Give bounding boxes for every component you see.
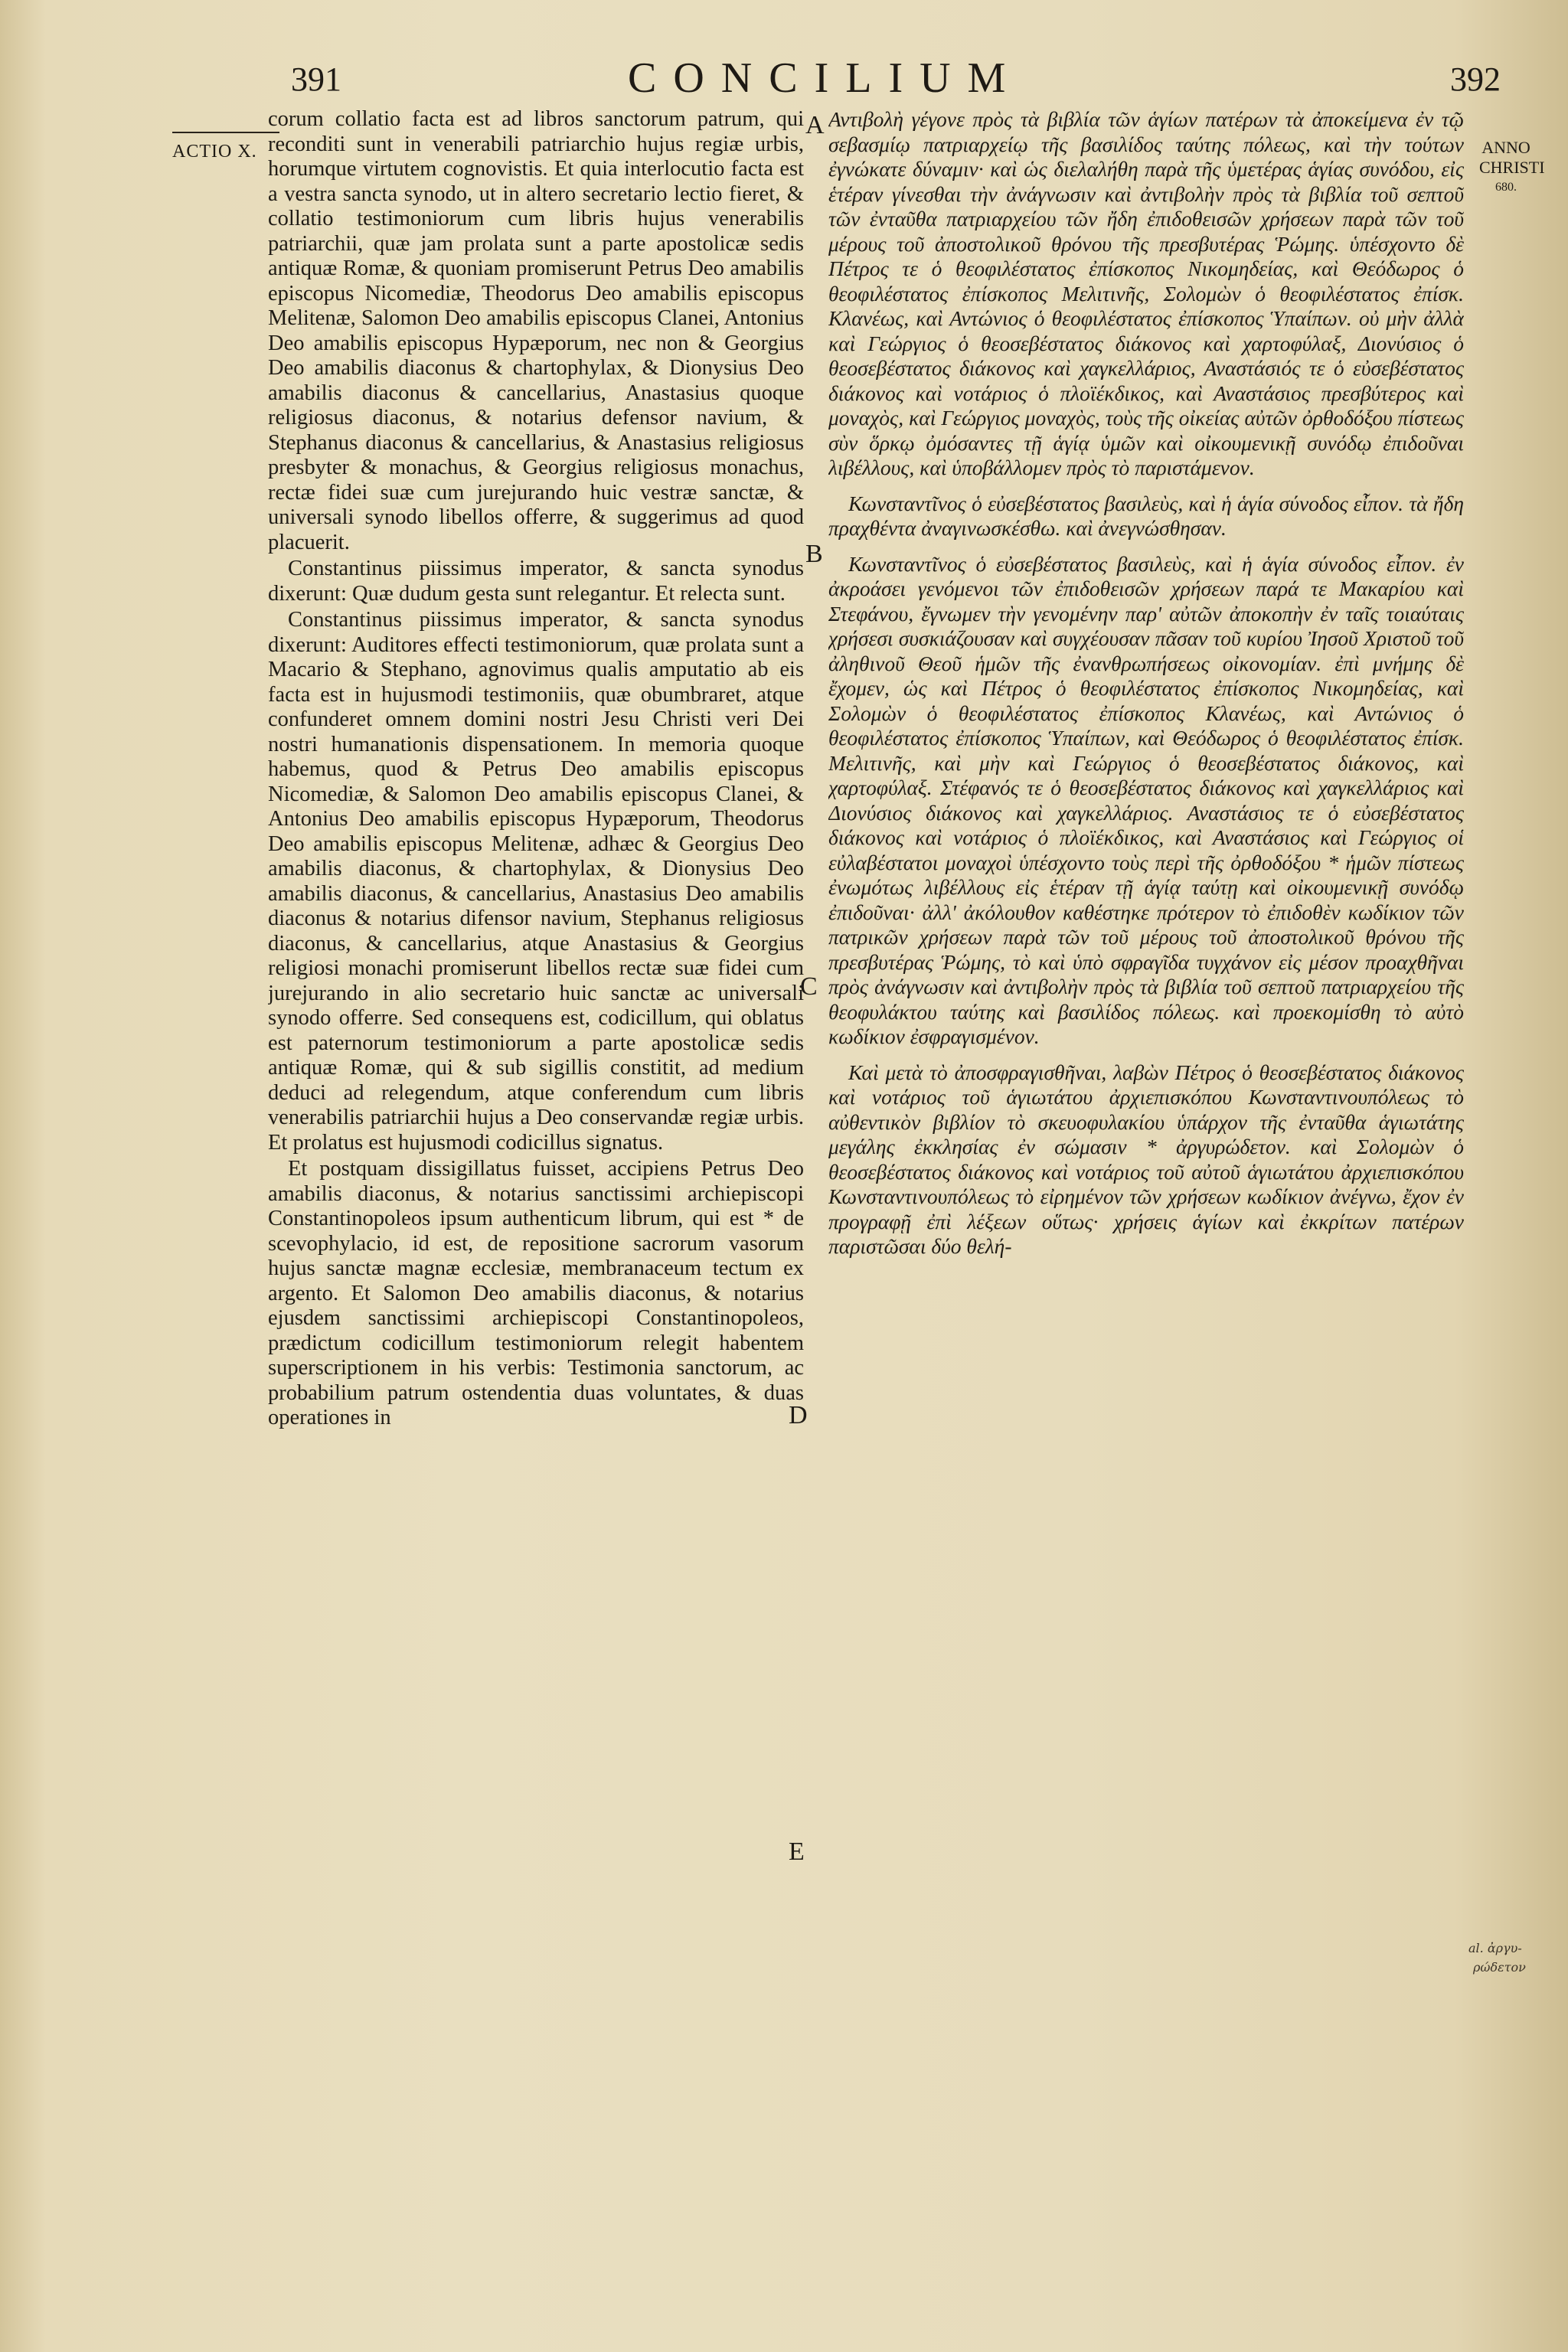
margin-rule xyxy=(172,132,279,133)
latin-paragraph: Constantinus piissimus imperator, & sancta synodus dixerunt: Auditores effecti testimoniorum, quæ prolata sunt a Macario & Stephano, agnovimus qualis amputatio ab eis facta est in hujusmodi testimoniis, quæ obumbraret, atque confunderet omnem domini nostri Jesu Christi veri Dei nostri humanationis dispensationem. In memoria quoque habemus, quod & Petrus Deo amabilis episcopus Nicomediæ, & Salomon Deo amabilis episcopus Clanei, & Antonius Deo amabilis episcopus Hypæporum, Theodorus Deo amabilis episcopus Melitenæ, adhæc & Georgius Deo amabilis diaconus, & chartophylax, & Dionysius Deo amabilis diaconus, & cancellarius, Anastasius Deo amabilis diaconus & notarius difensor navium, Stephanus religiosus diaconus, & cancellarius, atque Anastasius & Georgius religiosi monachi promiserunt libellos rectæ suæ fidei cum jurejurando in alio secretario huic sanctæ ac universali synodo offerre. Sed consequens est, codicillum, qui oblatus est paternorum testimoniorum a parte apostolicæ sedis antiquæ Romæ, qui & sub sigillis constitit, ad medium deduci ad relegendum, atque conferendum cum libris venerabilis patriarchii hujus a Deo conservandæ regiæ urbis. Et prolatus est hujusmodi codicillus signatus. xyxy=(268,608,804,1155)
margin-christi: CHRISTI xyxy=(1479,158,1545,177)
margin-anno: ANNO xyxy=(1481,138,1530,157)
greek-paragraph: Κωνσταντῖνος ὁ εὐσεβέστατος βασιλεὺς, καὶ ἡ ἁγία σύνοδος εἶπον. τὰ ἤδη πραχθέντα ἀναγινωσκέσθω. καὶ ἀνεγνώσθησαν. xyxy=(828,491,1464,540)
page-number-right: 392 xyxy=(1450,60,1501,98)
page-number-left: 391 xyxy=(291,60,341,98)
margin-year: 680. xyxy=(1495,181,1517,194)
section-letter-d: D xyxy=(789,1401,808,1429)
greek-paragraph: Αντιβολὴ γέγονε πρὸς τὰ βιβλία τῶν ἁγίων πατέρων τὰ ἀποκείμενα ἐν τῷ σεβασμίῳ πατριαρχείῳ τῆς βασιλίδος ταύτης πόλεως, καὶ τὴν τούτων ἐγνώκατε δύναμιν· καὶ ὡς διελαλήθη παρὰ τῆς ὑμετέρας ἁγίας συνόδου, εἰς ἑτέραν γίνεσθαι τὴν ἀνάγνωσιν καὶ ἀντιβολὴν πρὸς τὰ βιβλία τοῦ σεπτοῦ τῶν ἐνταῦθα πατριαρχείου τῶν ἤδη ἐπιδοθεισῶν χρήσεων παρὰ τῶν τοῦ μέρους τοῦ ἀποστολικοῦ θρόνου τῆς πρεσβυτέρας Ῥώμης. ὑπέσχοντο δὲ Πέτρος τε ὁ θεοφιλέστατος ἐπίσκοπος Νικομηδείας, καὶ Θεόδωρος ὁ θεοφιλέστατος ἐπίσκοπος Μελιτινῆς, Σολομὼν ὁ θεοφιλέστατος ἐπίσκ. Κλανέως, καὶ Αντώνιος ὁ θεοφιλέστατος ἐπίσκοπος Ὑπαίπων. οὐ μὴν ἀλλὰ καὶ Γεώργιος ὁ θεοσεβέστατος διάκονος καὶ χαρτοφύλαξ, Διονύσιος ὁ θεοσεβέστατος διάκονος καὶ χαγκελλάριος, Αναστάσιός τε ὁ εὐσεβέστατος διάκονος καὶ νοτάριος ὁ πλοϊέκδικος, καὶ Αναστάσιος πρεσβύτερος καὶ μοναχὸς, καὶ Γεώργιος μοναχὸς, τοὺς τῆς οἰκείας αὐτῶν ὀρθοδόξου πίστεως σὺν ὅρκῳ ὀμόσαντες τῇ ἁγίᾳ ὑμῶν καὶ οἰκουμενικῇ συνόδῳ ἐπιδοῦναι λιβέλλους, καὶ ὑποβάλλομεν πρὸς τὸ παριστάμενον. xyxy=(828,107,1464,479)
latin-column xyxy=(268,107,804,2320)
variant-note-2: ρώδετον xyxy=(1473,1960,1526,1975)
greek-paragraph: Κωνσταντῖνος ὁ εὐσεβέστατος βασιλεὺς, καὶ ἡ ἁγία σύνοδος εἶπον. ἐν ἀκροάσει γενόμενοι τῶν ἐπιδοθεισῶν χρήσεων παρά τε Μακαρίου καὶ Στεφάνου, ἔγνωμεν τὴν γενομένην παρ' αὐτῶν ἀποκοπὴν ἐν ταῖς τοιαύταις χρήσεσι συσκιάζουσαν καὶ συγχέουσαν πᾶσαν τοῦ κυρίου Ἰησοῦ Χριστοῦ τοῦ ἀληθινοῦ Θεοῦ ἡμῶν τῆς ἐνανθρωπήσεως οἰκονομίαν. ἐπὶ μνήμης δὲ ἔχομεν, ὡς καὶ Πέτρος ὁ θεοφιλέστατος ἐπίσκοπος Νικομηδείας, καὶ Σολομὼν ὁ θεοφιλέστατος ἐπίσκοπος Κλανέως, καὶ Αντώνιος ὁ θεοφιλέστατος ἐπίσκοπος Ὑπαίπων, καὶ Θεόδωρος ὁ θεοφιλέστατος ἐπίσκ. Μελιτινῆς, καὶ μὴν καὶ Γεώργιος ὁ θεοσεβέστατος διάκονος, καὶ χαρτοφύλαξ. Στέφανός τε ὁ θεοσεβέστατος διάκονος καὶ χαγκελλάριος καὶ Διονύσιος διάκονος καὶ χαγκελλάριος. Αναστάσιος τε ὁ εὐσεβέστατος διάκονος καὶ νοτάριος ὁ πλοϊέκδικος, καὶ Αναστάσιος καὶ Γεώργιος οἱ εὐλαβέστατοι μοναχοὶ ὑπέσχοντο τοὺς περὶ τῆς ὀρθοδόξου * ἡμῶν πίστεως ἐνωμότως λιβέλλους εἰς ἑτέραν τῇ ἁγίᾳ ταύτῃ καὶ οἰκουμενικῇ συνόδῳ ἐπιδοῦναι· ἀλλ' ἀκόλουθον καθέστηκε πρότερον τὸ ἐπιδοθὲν κωδίκιον τῶν πατρικῶν χρήσεων παρὰ τῶν τοῦ μέρους τοῦ ἀποστολικοῦ θρόνου τῆς πρεσβυτέρας Ῥώμης, τὸ καὶ ὑπὸ σφραγῖδα τυγχάνον εἰς μέσον προαχθῆναι πρὸς ἀνάγνωσιν καὶ ἀντιβολὴν πρὸς τὰ βιβλία τοῦ σεπτοῦ πατριαρχείου τῆς θεοφυλάκτου ταύτης καὶ βασιλίδος πόλεως. καὶ προεκομίσθη τὸ αὐτὸ κωδίκιον ἐσφραγισμένον. xyxy=(828,551,1464,1048)
running-header xyxy=(291,54,1501,107)
section-letter-e: E xyxy=(789,1838,805,1866)
latin-paragraph: Et postquam dissigillatus fuisset, accipiens Petrus Deo amabilis diaconus, & notarius sanctissimi archiepiscopi Constantinopoleos ipsum authenticum librum, qui est * de scevophylacio, id est, de repositione sacrorum vasorum hujus sanctæ magnæ ecclesiæ, membranaceum tectum ex argento. Et Salomon Deo amabilis diaconus, & notarius ejusdem sanctissimi archiepiscopi Constantinopoleos, prædictum codicillum testimoniorum relegit habentem superscriptionem in his verbis: Testimonia sanctorum, ac probabilium patrum ostendentia duas voluntates, & duas operationes in xyxy=(268,1157,804,1429)
margin-label-year xyxy=(1479,138,1545,198)
latin-paragraph: corum collatio facta est ad libros sanctorum patrum, qui reconditi sunt in venerabili patriarchio hujus regiæ urbis, horumque virtutem cognovistis. Et quia interlocutio facta est a vestra sancta synodo, ut in altero secretario lectio fieret, & collatio testimoniorum cum libris hujus venerabilis patriarchii, quæ jam prolata sunt a parte apostolicæ sedis antiquæ Romæ, & quoniam promiserunt Petrus Deo amabilis episcopus Nicomediæ, Theodorus Deo amabilis episcopus Melitenæ, Salomon Deo amabilis episcopus Clanei, Antonius Deo amabilis episcopus Hypæporum, nec non & Georgius Deo amabilis diaconus & chartophylax, & Dionysius Deo amabilis diaconus & cancellarius, Anastasius quoque religiosus diaconus, & notarius defensor navium, & Stephanus diaconus & cancellarius, & Anastasius religiosus presbyter & monachus, & Georgius religiosus monachus, rectæ fidei suæ cum jurejurando huic vestræ sanctæ, & universali synodo libellos offerre, & suggerimus ad quod placuerit. xyxy=(268,107,804,554)
variant-note-1: al. ἀργυ- xyxy=(1468,1941,1522,1955)
greek-paragraph: Καὶ μετὰ τὸ ἀποσφραγισθῆναι, λαβὼν Πέτρος ὁ θεοσεβέστατος διάκονος καὶ νοτάριος τοῦ ἁγιωτάτου ἀρχιεπισκόπου Κωνσταντινουπόλεως τὸ αὐθεντικὸν βιβλίον τὸ σκευοφυλακίου ὑπάρχον τῆς ἐνταῦθα ἁγιωτάτης μεγάλης ἐκκλησίας ἐν σώμασιν * ἀργυρώδετον. καὶ Σολομὼν ὁ θεοσεβέστατος διάκονος καὶ νοτάριος τοῦ αὐτοῦ ἁγιωτάτου ἀρχιεπισκόπου Κωνσταντινουπόλεως τὸ εἰρημένον τῶν χρήσεων κωδίκιον ἀνέγνω, ἔχον ἐν προγραφῇ ἐπὶ λέξεων οὕτως· χρήσεις ἁγίων καὶ ἐκκρίτων πατέρων παριστῶσαι δύο θελή- xyxy=(828,1060,1464,1258)
section-letter-c: C xyxy=(800,972,818,1001)
section-letter-b: B xyxy=(805,540,823,568)
latin-paragraph: Constantinus piissimus imperator, & sancta synodus dixerunt: Quæ dudum gesta sunt relegantur. Et relecta sunt. xyxy=(268,557,804,606)
section-letter-a: A xyxy=(805,111,825,139)
margin-label-actio: ACTIO X. xyxy=(172,142,257,162)
page-title: CONCILIUM xyxy=(628,54,1023,102)
greek-column xyxy=(828,107,1464,2320)
